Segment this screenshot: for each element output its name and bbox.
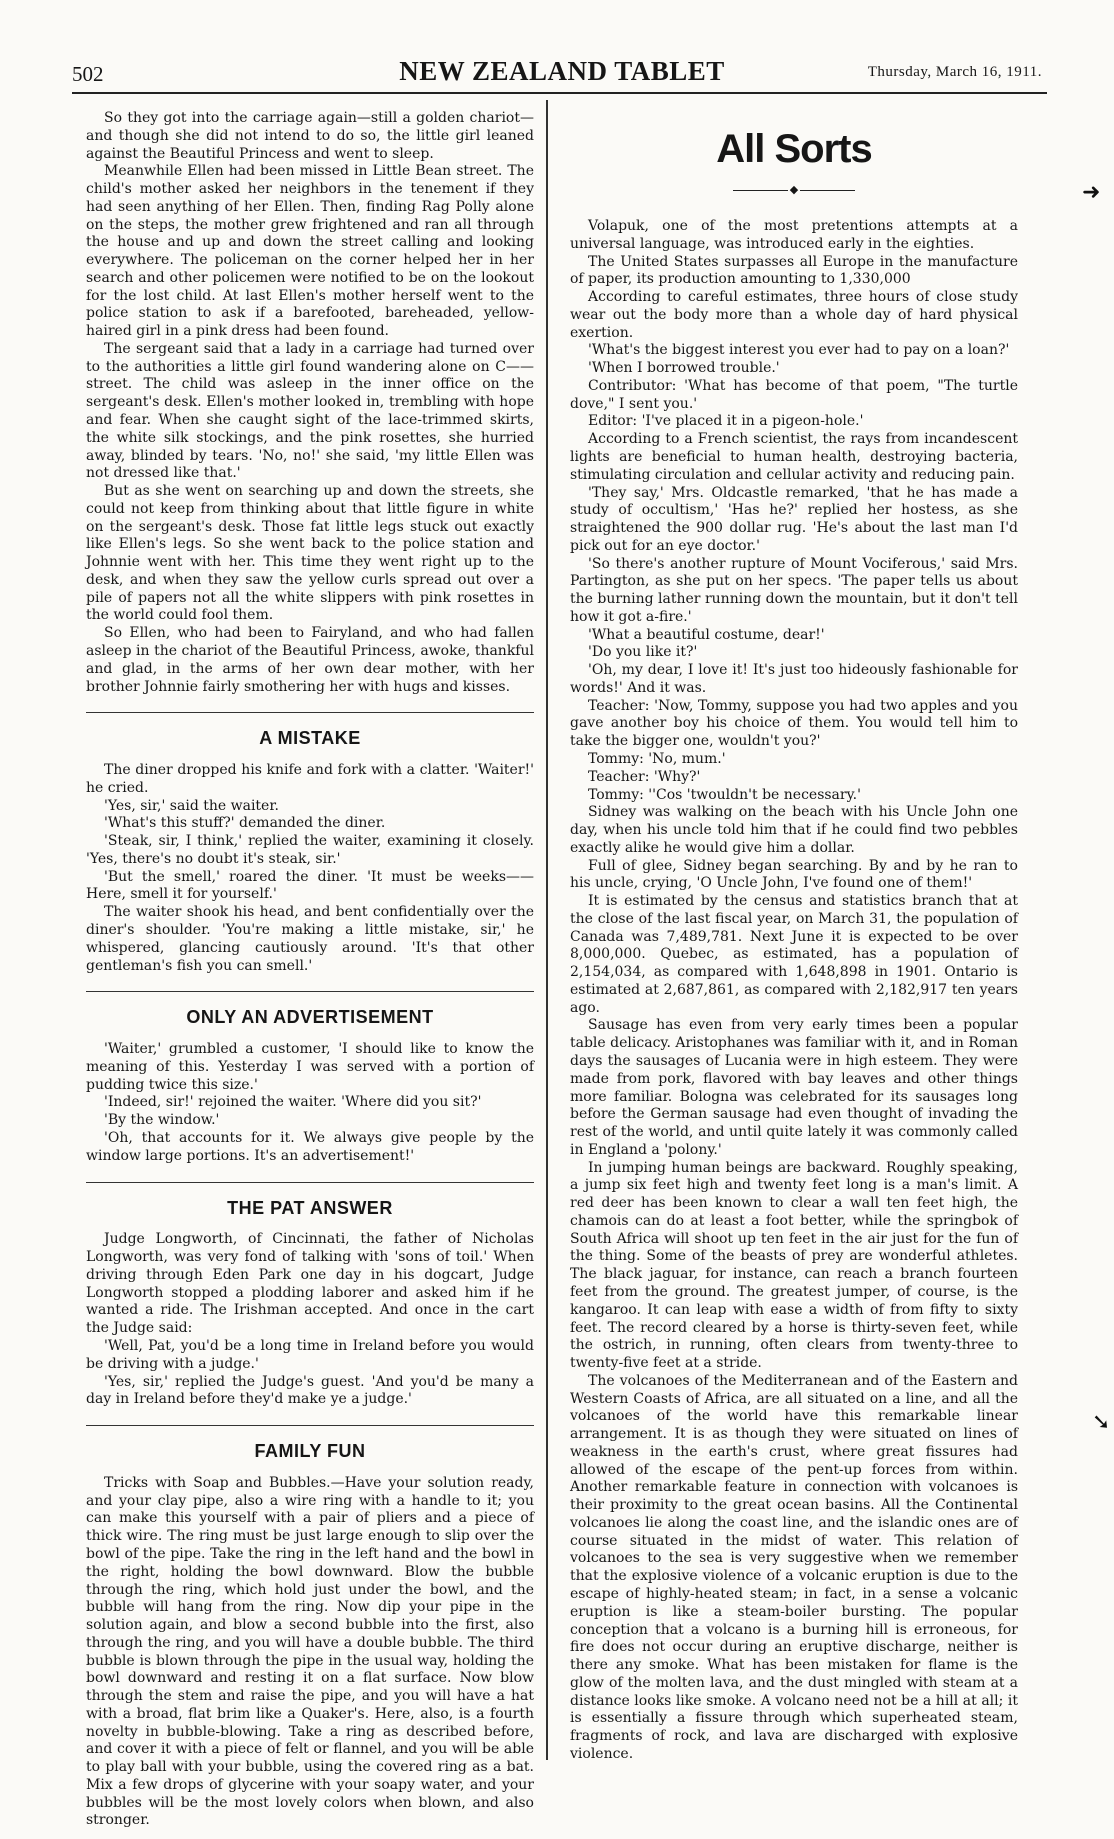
item-paragraph: Teacher: 'Why?'	[588, 768, 701, 785]
story-paragraph: Meanwhile Ellen had been missed in Little Bean street. The child's mother asked her neighbors in the tenement if they had seen anything of her Ellen. Then, finding Rag Polly alone on the steps, the mother grew frightened and ran all through the house and up and down the street calling and looking everywhere. The policeman on the corner helped her in her search and other policemen were notified to be on the lookout for the lost child. At last Ellen's mother herself went to the police station to ask if a barefooted, bareheaded, yellow-haired girl in a pink dress had been found.	[86, 163, 534, 340]
title-ornament	[570, 183, 1018, 198]
advert-paragraph: 'Oh, that accounts for it. We always give people by the window large portions. It's an advertisement!'	[86, 1130, 534, 1164]
item-paragraph: The volcanoes of the Mediterranean and of the Eastern and Western Coasts of Africa, are all situated on a line, and all the volcanoes of the world have this remarkable linear arrangement. It is as though they were situated on lines of weakness in the earth's crust, where great fissures had allowed of the escape of the pent-up forces from within. Another remarkable feature in connection with volcanoes is their proximity to the great ocean basins. All the Continental volcanoes lie along the coast line, and the islandic ones are of course situated in the midst of water. This relation of volcanoes to the sea is very suggestive when we remember that the explosive violence of a volcanic eruption is due to the escape of highly-heated steam; in fact, in a sense a volcanic eruption is like a steam-boiler bursting. The popular conception that a volcano is a burning hill is erroneous, for fire does not occur during an eruptive discharge, neither is there any smoke. What has been mistaken for flame is the glow of the molten lava, and the dust mingled with steam at a distance looks like smoke. A volcano need not be a hill at all; it is essentially a fissure through which superheated steam, fragments of rock, and lava are discharged with explosive violence.	[570, 1372, 1018, 1762]
issue-date: Thursday, March 16, 1911.	[867, 64, 1042, 80]
all-sorts-body	[570, 218, 1018, 1764]
section-advertisement	[86, 1041, 534, 1165]
ornament-rule-right	[800, 190, 855, 191]
all-sorts-title: All Sorts	[716, 127, 872, 171]
item-paragraph: Tommy: ''Cos 'twouldn't be necessary.'	[588, 786, 861, 803]
diamond-icon: ◆	[789, 183, 799, 197]
header-rule	[72, 92, 1047, 94]
item-paragraph: According to careful estimates, three hours of close study wear out the body more than a whole day of hard physical exertion.	[570, 289, 1018, 341]
mistake-paragraph: 'Yes, sir,' said the waiter.	[104, 797, 279, 814]
section-heading-pat-answer: THE PAT ANSWER	[86, 1182, 534, 1220]
margin-mark-icon: ➜	[1082, 180, 1101, 205]
item-paragraph: 'What's the biggest interest you ever had to pay on a loan?'	[588, 342, 1010, 359]
section-heading-family-fun: FAMILY FUN	[86, 1425, 534, 1463]
mistake-paragraph: 'Steak, sir, I think,' replied the waiter, examining it closely. 'Yes, there's no doubt it's steak, sir.'	[86, 833, 534, 867]
item-paragraph: Teacher: 'Now, Tommy, suppose you had two apples and you gave another boy his choice of them. You would tell him to take the bigger one, wouldn't you?'	[570, 697, 1018, 750]
advert-paragraph: 'Waiter,' grumbled a customer, 'I should like to know the meaning of this. Yesterday I was served with a portion of pudding twice this size.'	[86, 1041, 534, 1093]
advert-paragraph: 'By the window.'	[104, 1112, 220, 1129]
page-number: 502	[72, 62, 104, 86]
item-paragraph: Sidney was walking on the beach with his Uncle John one day, when his uncle told him that if he could find two pebbles exactly alike he would give him a dollar.	[570, 804, 1018, 856]
item-paragraph: The United States surpasses all Europe in the manufacture of paper, its production amounting to 1,330,000	[570, 253, 1018, 288]
pat-paragraph: 'Well, Pat, you'd be a long time in Ireland before you would be driving with a judge.'	[86, 1337, 534, 1372]
item-paragraph: 'When I borrowed trouble.'	[588, 360, 780, 377]
left-column	[86, 110, 534, 1830]
pat-paragraph: Judge Longworth, of Cincinnati, the father of Nicholas Longworth, was very fond of talking with 'sons of toil.' When driving through Eden Park one day in his dogcart, Judge Longworth stopped a plodding laborer and asked him if he wanted a ride. The Irishman accepted. And once in the cart the Judge said:	[86, 1231, 534, 1337]
item-paragraph: 'What a beautiful costume, dear!'	[588, 626, 825, 643]
item-paragraph: 'Do you like it?'	[588, 644, 698, 661]
section-family-fun	[86, 1475, 534, 1830]
mistake-paragraph: The diner dropped his knife and fork with a clatter. 'Waiter!' he cried.	[86, 762, 534, 796]
family-paragraph: Tricks with Soap and Bubbles.—Have your solution ready, and your clay pipe, also a wire ring with a handle to it; you can make this yourself with a pair of pliers and a piece of thick wire. The ring must be just large enough to slip over the bowl of the pipe. Take the ring in the left hand and the bowl in the right, holding the bowl downward. Blow the bubble through the ring, which hold just under the bowl, and the bubble will hang from the ring. Now dip your pipe in the solution again, and blow a second bubble into the first, also through the ring, and you will have a double bubble. The third bubble is blown through the pipe in the usual way, holding the bowl downward and resting it on a flat surface. Now blow through the stem and raise the pipe, and you will have a hat with a broad, flat brim like a Quaker's. Here, also, is a fourth novelty in bubble-blowing. Take a ring as described before, and cover it with a piece of felt or flannel, and you will be able to play ball with your bubble, using the covered ring as a bat. Mix a few drops of glycerine with your soapy water, and your bubbles will be the most lovely colors when blown, and also stronger.	[86, 1474, 534, 1829]
item-paragraph: According to a French scientist, the rays from incandescent lights are beneficial to human health, destroying bacteria, stimulating circulation and cellular activity and reducing pain.	[570, 431, 1018, 483]
item-paragraph: Sausage has even from very early times been a popular table delicacy. Aristophanes was familiar with it, and in Roman days the sausages of Lucania were in high esteem. They were made from pork, flavored with bay leaves and other things more familiar. Bologna was celebrated for its sausages long before the German sausage had even thought of invading the rest of the world, and until quite lately it was commonly called in England a 'polony.'	[570, 1017, 1018, 1158]
item-paragraph: In jumping human beings are backward. Roughly speaking, a jump six feet high and twenty feet long is a man's limit. A red deer has been known to clear a wall ten feet high, the chamois can do at least a foot better, while the springbok of South Africa will shoot up ten feet in the air just for the fun of the thing. Some of the beasts of prey are wonderful athletes. The black jaguar, for instance, can reach a branch fourteen feet from the ground. The greatest jumper, of course, is the kangaroo. It can leap with ease a width of from fifty to sixty feet. The record cleared by a horse is thirty-seven feet, while the ostrich, in running, often clears from twenty-three to twenty-five feet at a stride.	[570, 1159, 1018, 1372]
mistake-paragraph: 'What's this stuff?' demanded the diner.	[104, 815, 386, 832]
story-paragraph: But as she went on searching up and down the streets, she could not keep from thinking about that little figure in white on the sergeant's desk. Those fat little legs stuck out exactly like Ellen's legs. So she went back to the police station and Johnnie went with her. This time they went right up to the desk, and when they saw the yellow curls spread out over a pile of papers not all the white slippers with pink rosettes in the world could fool them.	[86, 483, 534, 624]
item-paragraph: Full of glee, Sidney began searching. By and by he ran to his uncle, crying, 'O Uncle John, I've found one of them!'	[570, 857, 1018, 892]
item-paragraph: Editor: 'I've placed it in a pigeon-hole.'	[588, 413, 864, 430]
right-column	[570, 110, 1018, 1764]
paper-title: NEW ZEALAND TABLET	[399, 56, 725, 86]
item-paragraph: 'Oh, my dear, I love it! It's just too hideously fashionable for words!' And it was.	[570, 662, 1018, 696]
advert-paragraph: 'Indeed, sir!' rejoined the waiter. 'Where did you sit?'	[104, 1094, 482, 1111]
story-paragraph: The sergeant said that a lady in a carriage had turned over to the authorities a little girl found wandering alone on C—— street. The child was asleep in the inner office on the sergeant's desk. Ellen's mother looked in, trembling with hope and fear. When she caught sight of the lace-trimmed skirts, the white silk stockings, and the pink rosettes, she hurried away, blinded by tears. 'No, no!' she said, 'my little Ellen was not dressed like that.'	[86, 340, 534, 482]
item-paragraph: Volapuk, one of the most pretentions attempts at a universal language, was introduced early in the eighties.	[570, 218, 1018, 252]
section-heading-mistake: A MISTAKE	[86, 712, 534, 750]
mistake-paragraph: 'But the smell,' roared the diner. 'It must be weeks—— Here, smell it for yourself.'	[86, 868, 534, 903]
story-continuation	[86, 110, 534, 696]
story-paragraph: So Ellen, who had been to Fairyland, and who had fallen asleep in the chariot of the Beautiful Princess, awoke, thankful and glad, in the arms of her own dear mother, with her brother Johnnie fairly smothering her with hugs and kisses.	[86, 625, 534, 695]
section-heading-advertisement: ONLY AN ADVERTISEMENT	[86, 991, 534, 1029]
section-pat-answer	[86, 1231, 534, 1409]
mistake-paragraph: The waiter shook his head, and bent confidentially over the diner's shoulder. 'You're making a little mistake, sir,' he whispered, glancing cautiously around. 'It's that other gentleman's fish you can smell.'	[86, 904, 534, 974]
margin-mark-icon: ➘	[1092, 1410, 1111, 1435]
column-divider	[546, 100, 548, 1760]
pat-paragraph: 'Yes, sir,' replied the Judge's guest. 'And you'd be many a day in Ireland before they'd make ye a judge.'	[86, 1373, 534, 1408]
item-paragraph: Tommy: 'No, mum.'	[588, 751, 726, 767]
item-paragraph: It is estimated by the census and statistics branch that at the close of the last fiscal year, on March 31, the population of Canada was 7,489,781. Next June it is expected to be over 8,000,000. Quebec, as estimated, has a population of 2,154,034, as compared with 1,648,898 in 1901. Ontario is estimated at 2,687,861, as compared with 2,182,917 ten years ago.	[570, 893, 1018, 1016]
item-paragraph: 'They say,' Mrs. Oldcastle remarked, 'that he has made a study of occultism,' 'Has he?' replied her hostess, as she straightened the 900 dollar rug. 'He's about the last man I'd pick out for an eye doctor.'	[570, 484, 1018, 554]
story-paragraph: So they got into the carriage again—still a golden chariot—and though she did not intend to do so, the little girl leaned against the Beautiful Princess and went to sleep.	[86, 110, 534, 162]
item-paragraph: Contributor: 'What has become of that poem, "The turtle dove," I sent you.'	[570, 377, 1018, 412]
item-paragraph: 'So there's another rupture of Mount Vociferous,' said Mrs. Partington, as she put on her specs. 'The paper tells us about the burning lather running down the mountain, but it don't tell how it got a-fire.'	[570, 555, 1018, 625]
masthead	[72, 56, 1052, 96]
section-mistake	[86, 762, 534, 975]
ornament-rule-left	[733, 190, 788, 191]
